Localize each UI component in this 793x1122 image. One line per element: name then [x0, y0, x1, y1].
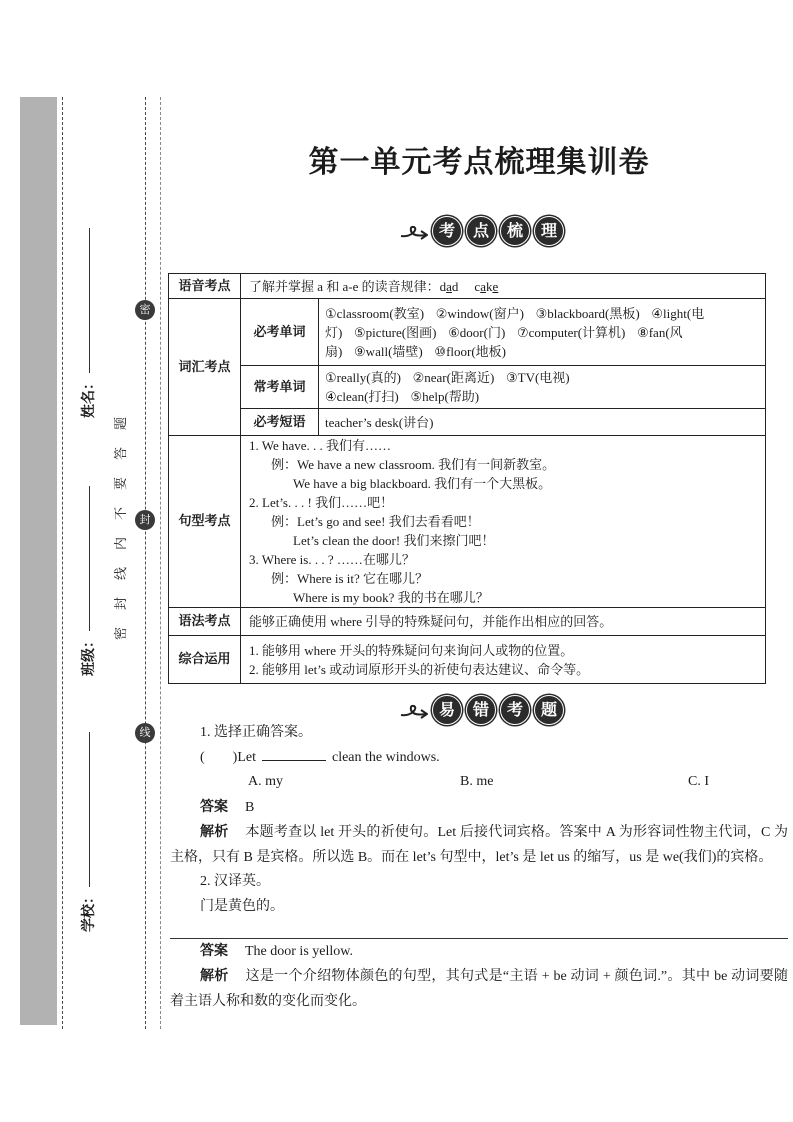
- error-questions: [170, 721, 788, 1014]
- word-item: ②window(窗户): [435, 305, 524, 321]
- page-title: 第一单元考点梳理集训卷: [308, 146, 650, 179]
- word-item: ④light(电灯): [325, 305, 705, 340]
- word-item: ⑦computer(计算机): [516, 324, 626, 340]
- sentence-example: Where is my book? 我的书在哪儿？: [293, 590, 489, 605]
- word-item: ①classroom(教室): [325, 305, 425, 321]
- application-line: 1. 能够用 where 开头的特殊疑问句来询问人或物的位置。: [249, 642, 574, 658]
- q2-analysis: [170, 964, 788, 1014]
- q2-prompt: 2. 汉译英。: [200, 874, 270, 889]
- required-phrases-text: teacher’s desk(讲台): [319, 409, 766, 436]
- sentence-example: Let’s clean the door! 我们来擦门吧！: [293, 533, 495, 548]
- word-item: ④clean(打扫): [325, 389, 399, 404]
- q1-options: [170, 770, 788, 795]
- analysis-text: 本题考查以 let 开头的祈使句。Let 后接代词宾格。答案中 A 为形容词性物主代词，C 为主格，只有 B 是宾格。所以选 B。而在 let’s 句型中，let’s 是 let us 的缩写，us 是 we(我们)的宾格。: [170, 825, 788, 865]
- sentence-example: 例：We have a new classroom. 我们有一间新教室。: [271, 457, 556, 472]
- answer-value: B: [245, 799, 255, 815]
- school-blank-line: [89, 732, 90, 887]
- class-field: [80, 486, 98, 676]
- q2-answer: [170, 939, 788, 965]
- common-words-line: [325, 387, 759, 406]
- answer-value: The door is yellow.: [245, 943, 353, 959]
- grammar-text: 能够正确使用 where 引导的特殊疑问句，并能作出相应的回答。: [241, 608, 766, 636]
- name-label: 姓名：: [81, 376, 97, 418]
- phonics-label: 语音考点: [169, 274, 241, 299]
- analysis-label: 解析: [200, 824, 229, 840]
- word-item: ②near(距离近): [412, 370, 495, 385]
- sentence-example: We have a big blackboard. 我们有一个大黑板。: [293, 476, 552, 491]
- word-item: ③TV(电视): [505, 370, 570, 385]
- sentence-example: 例：Where is it? 它在哪儿？: [271, 571, 429, 586]
- option-a: A. my: [248, 774, 283, 789]
- sentences-content: [241, 436, 766, 608]
- table-row-required-phrases: [169, 409, 766, 436]
- table-row-sentences: [169, 436, 766, 608]
- banner-char: 错: [466, 695, 496, 725]
- curl-arrow-icon: [400, 219, 428, 243]
- phonics-example-cake: [474, 279, 498, 294]
- word-item: ⑥door(门): [448, 324, 506, 340]
- application-line: 2. 能够用 let’s 或动词原形开头的祈使句表达建议、命令等。: [249, 661, 590, 677]
- binding-margin-band: [20, 97, 57, 1025]
- curl-arrow-icon: [400, 698, 428, 722]
- q1-prompt: 1. 选择正确答案。: [200, 725, 312, 740]
- margin-dashed-line: [62, 97, 63, 1029]
- seal-mark-feng: 封: [135, 510, 155, 530]
- word-item: ⑩floor(地板): [434, 343, 507, 359]
- table-row-grammar: [169, 608, 766, 636]
- seal-mark-xian: 线: [135, 723, 155, 743]
- required-words-list: [319, 299, 766, 366]
- sentence-pattern: 3. Where is. . . ? ……在哪儿？: [249, 552, 415, 567]
- seal-warning-text: 密封线内不要答题: [113, 399, 128, 640]
- sentence-example: 例：Let’s go and see! 我们去看看吧！: [271, 514, 480, 529]
- letter: d: [439, 278, 447, 294]
- banner-char: 易: [432, 695, 462, 725]
- word-item: ⑨wall(墙壁): [354, 343, 423, 359]
- name-field: [80, 228, 98, 418]
- name-blank-line: [89, 228, 90, 373]
- seal-mark-mi: 密: [135, 300, 155, 320]
- vocab-label: 词汇考点: [169, 299, 241, 436]
- school-field: [80, 732, 98, 932]
- required-phrases-label: 必考短语: [241, 409, 319, 436]
- q2-text: 门是黄色的。: [200, 898, 284, 914]
- common-words-line: [325, 368, 759, 387]
- common-words-list: [319, 366, 766, 409]
- letter: c: [474, 278, 481, 294]
- inner-dashed-line: [160, 97, 161, 1029]
- phonics-example-dad: [440, 279, 459, 294]
- answer-label: 答案: [200, 942, 228, 959]
- common-words-label: 常考单词: [241, 366, 319, 409]
- section-banner-review: [400, 215, 564, 247]
- key-points-table: [168, 273, 766, 684]
- grammar-label: 语法考点: [169, 608, 241, 636]
- school-label: 学校：: [81, 890, 97, 932]
- answer-label: 答案: [200, 798, 228, 815]
- answer-blank: [262, 747, 326, 761]
- table-row-common-words: [169, 366, 766, 409]
- application-label: 综合运用: [169, 636, 241, 684]
- letter-underlined: a: [446, 278, 452, 294]
- class-blank-line: [89, 486, 90, 631]
- application-content: [241, 636, 766, 684]
- phonics-text: 了解并掌握 a 和 a-e 的读音规律：: [249, 278, 440, 294]
- sentence-pattern: 1. We have. . . 我们有……: [249, 438, 392, 453]
- banner-char: 理: [534, 216, 564, 246]
- q1-stem-suffix: clean the windows.: [331, 749, 440, 765]
- word-item: ⑤help(帮助): [410, 389, 480, 404]
- q1-stem-prefix: ( )Let: [200, 749, 256, 765]
- q1-answer: [170, 795, 788, 821]
- letter: d: [451, 278, 459, 294]
- sentence-pattern: 2. Let’s. . . ! 我们……吧！: [249, 495, 394, 510]
- class-label: 班级：: [81, 634, 97, 676]
- word-item: ③blackboard(黑板): [535, 305, 640, 321]
- analysis-label: 解析: [200, 968, 229, 984]
- banner-char: 考: [500, 695, 530, 725]
- sentences-label: 句型考点: [169, 436, 241, 608]
- banner-char: 题: [534, 695, 564, 725]
- required-words-label: 必考单词: [241, 299, 319, 366]
- word-item: ⑧fan(风扇): [325, 324, 683, 359]
- q1-analysis: [170, 820, 788, 870]
- seal-dashed-line: [145, 97, 146, 1029]
- option-b: B. me: [460, 774, 494, 789]
- banner-char: 梳: [500, 216, 530, 246]
- banner-char: 点: [466, 216, 496, 246]
- table-row-required-words: [169, 299, 766, 366]
- letter-underlined: a: [480, 278, 486, 294]
- table-row-phonics: [169, 274, 766, 299]
- table-row-application: [169, 636, 766, 684]
- option-c: C. I: [688, 774, 709, 789]
- seal-warning: [113, 390, 129, 640]
- word-item: ①really(真的): [325, 370, 401, 385]
- phonics-content: [241, 274, 766, 299]
- q1-stem: [170, 746, 788, 771]
- word-item: ⑤picture(图画): [354, 324, 437, 340]
- banner-char: 考: [432, 216, 462, 246]
- letter: k: [485, 278, 493, 294]
- letter-underlined: e: [492, 278, 499, 294]
- analysis-text: 这是一个介绍物体颜色的句型，其句式是“主语 + be 动词 + 颜色词.”。其中 be 动词要随着主语人称和数的变化而变化。: [170, 969, 788, 1009]
